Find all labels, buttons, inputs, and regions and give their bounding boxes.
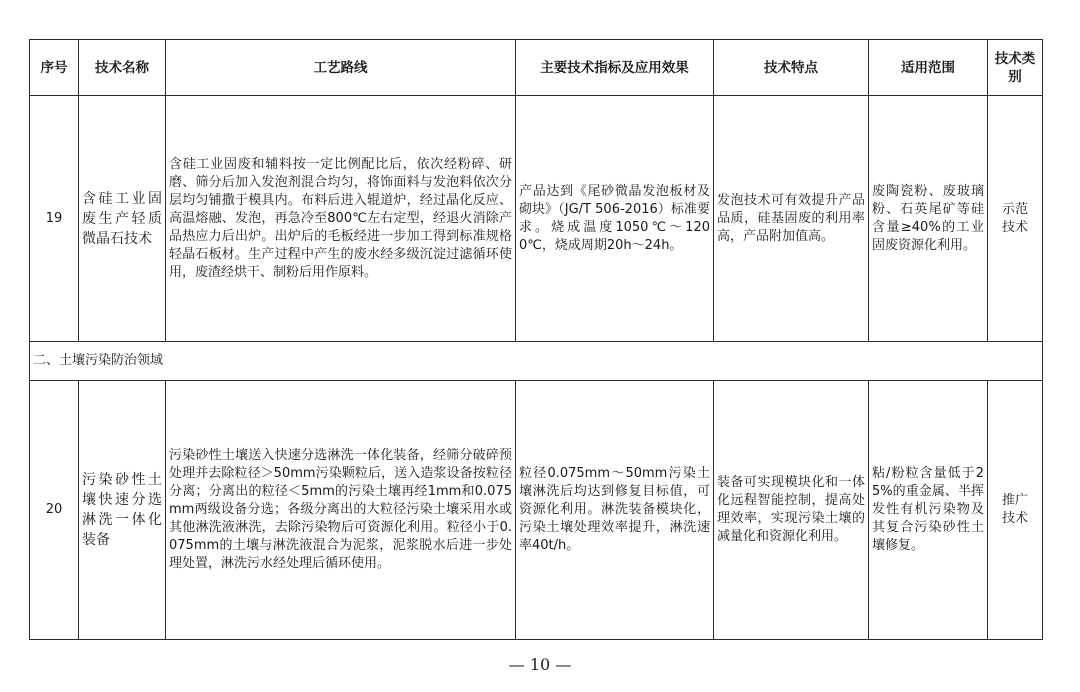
cell-indicators: 产品达到《尾砂微晶发泡板材及砌块》（JG/T 506-2016）标准要求。烧成温度1050℃～1200℃，烧成周期20h～24h。: [516, 96, 714, 342]
header-scope: 适用范围: [869, 40, 988, 96]
header-features: 技术特点: [714, 40, 869, 96]
cell-scope: 废陶瓷粉、废玻璃粉、石英尾矿等硅含量≥40%的工业固废资源化利用。: [869, 96, 988, 342]
header-category: 技术类别: [988, 40, 1043, 96]
cell-features: 发泡技术可有效提升产品品质，硅基固废的利用率高，产品附加值高。: [714, 96, 869, 342]
table-row: [30, 96, 1043, 342]
cell-indicators: 粒径0.075mm～50mm污染土壤淋洗后均达到修复目标值，可资源化利用。淋洗装备模块化，污染土壤处理效率提升，淋洗速率40t/h。: [516, 381, 714, 640]
page-number: — 10 —: [508, 655, 572, 674]
header-row: [30, 40, 1043, 96]
cell-name: 含硅工业固废生产轻质微晶石技术: [79, 96, 166, 342]
header-indicators: 主要技术指标及应用效果: [516, 40, 714, 96]
cell-seq: 20: [30, 381, 79, 640]
cell-category: 示范技术: [988, 96, 1043, 342]
table-row: [30, 381, 1043, 640]
cell-name: 污染砂性土壤快速分选淋洗一体化装备: [79, 381, 166, 640]
technology-table: [29, 39, 1043, 640]
header-seq: 序号: [30, 40, 79, 96]
cell-features: 装备可实现模块化和一体化远程智能控制，提高处理效率，实现污染土壤的减量化和资源化利用。: [714, 381, 869, 640]
header-process: 工艺路线: [166, 40, 516, 96]
cell-seq: 19: [30, 96, 79, 342]
header-name: 技术名称: [79, 40, 166, 96]
section-row: [30, 342, 1043, 381]
cell-process: 含硅工业固废和辅料按一定比例配比后，依次经粉碎、研磨、筛分后加入发泡剂混合均匀，将饰面料与发泡料依次分层均匀铺撒于模具内。布料后进入辊道炉，经过晶化反应、高温熔融、发泡，再急冷至800℃左右定型，经退火消除产品热应力后出炉。出炉后的毛板经进一步加工得到标准规格轻晶石板材。生产过程中产生的废水经多级沉淀过滤循环使用，废渣经烘干、制粉后用作原料。: [166, 96, 516, 342]
cell-process: 污染砂性土壤送入快速分选淋洗一体化装备，经筛分破碎预处理并去除粒径＞50mm污染颗粒后，送入造浆设备按粒径分离；分离出的粒径＜5mm的污染土壤再经1mm和0.075mm两级设备分选；各级分离出的大粒径污染土壤采用水或其他淋洗液淋洗，去除污染物后可资源化利用。粒径小于0.075mm的土壤与淋洗液混合为泥浆，泥浆脱水后进一步处理处置，淋洗污水经处理后循环使用。: [166, 381, 516, 640]
cell-category: 推广技术: [988, 381, 1043, 640]
section-title: 二、土壤污染防治领域: [30, 342, 1043, 381]
cell-scope: 粘/粉粒含量低于25%的重金属、半挥发性有机污染物及其复合污染砂性土壤修复。: [869, 381, 988, 640]
